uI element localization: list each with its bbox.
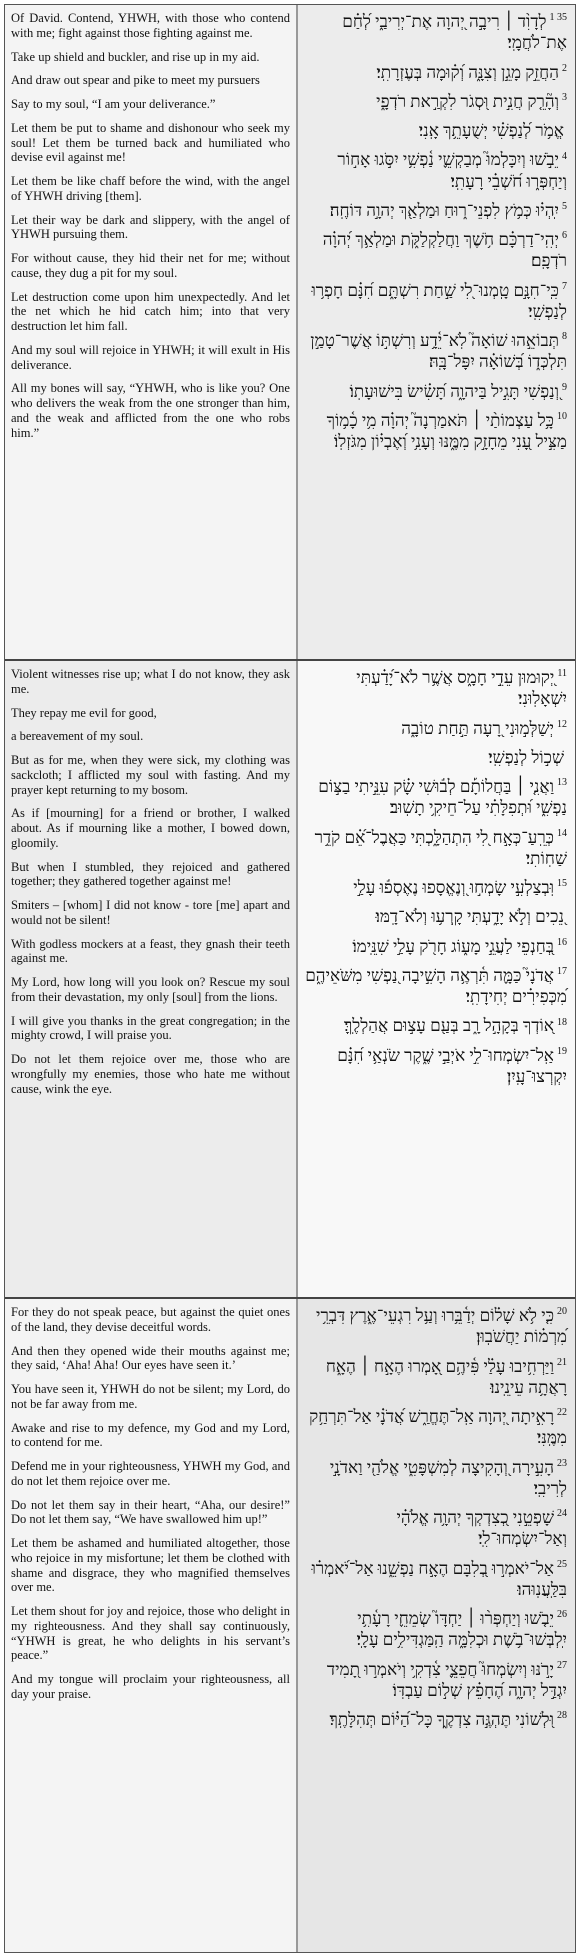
verse-number: 13 xyxy=(557,777,567,789)
hebrew-text: כִּ֤י לֹ֥א שָׁל֗וֹם יְדַ֫בֵּ֥רוּ וְעַ֥ל רִגְעֵי־אֶ֑רֶץ דִּבְרֵ֥י מִ֝רְמ֗וֹת יַחֲשֹׁבֽוּן׃ xyxy=(316,1306,567,1347)
verse-number: 6 xyxy=(562,230,567,242)
hebrew-verse xyxy=(304,936,567,957)
hebrew-text: הָעִ֣ירָה וְ֭הָקִיצָה לְמִשְׁפָּטִ֑י אֱלֹהַ֖י וַאדֹנָ֣י לְרִיבִֽי׃ xyxy=(329,1457,567,1498)
english-verse: All my bones will say, “YHWH, who is like you? One who delivers the weak from the one stronger than him, and the weak and afflicted from the one who robs him.” xyxy=(11,381,290,440)
english-verse: Let them be put to shame and dishonour who seek my soul! Let them be turned back and humiliated who devise evil against me! xyxy=(11,120,290,165)
hebrew-verse xyxy=(304,827,567,870)
english-verse: Awake and rise to my defence, my God and my Lord, to contend for me. xyxy=(11,1420,290,1450)
hebrew-text: יִֽהְי֗וּ כְּמֹ֥ץ לִפְנֵי־ר֑וּחַ וּמַלְאַ֖ךְ יְהוָ֣ה דּוֹחֶֽה׃ xyxy=(329,200,559,220)
hebrew-text: שְׁכ֣וֹל לְנַפְשִֽׁי׃ xyxy=(488,747,564,767)
hebrew-verse xyxy=(304,410,567,453)
verse-number: 17 xyxy=(557,966,567,978)
hebrew-verse xyxy=(304,1457,567,1500)
hebrew-text: יְהִֽי־דַרְכָּ֗ם חֹ֥שֶׁךְ וַחֲלַקְלַקֹּ֑ת וּמַלְאַ֥ךְ יְ֝הוָ֗ה רֹדְפָֽם׃ xyxy=(322,230,567,271)
verse-number: 16 xyxy=(557,936,567,948)
section-verses-11-19 xyxy=(5,661,575,1299)
hebrew-verse xyxy=(304,718,567,739)
section-verses-1-10 xyxy=(5,5,575,661)
english-verse: Do not let them say in their heart, “Aha, our desire!” Do not let them say, “We have swallowed him up!” xyxy=(11,1497,290,1527)
verse-number: 24 xyxy=(557,1508,567,1520)
english-verse: Of David. Contend, YHWH, with those who contend with me; fight against those fighting against me. xyxy=(11,11,290,40)
section-verses-20-28 xyxy=(5,1299,575,1952)
english-verse: For they do not speak peace, but against the quiet ones of the land, they devise deceitful words. xyxy=(11,1305,290,1334)
verse-number: 27 xyxy=(557,1659,567,1671)
hebrew-text: יֵבֹ֣שׁוּ וְיִכָּלְמוּ֮ מְבַקְשֵׁ֪י נַ֫פְשִׁ֥י יִסֹּ֣גוּ אָח֣וֹר וְיַחְפְּר֑וּ חֹ֝שְׁבֵ֗י רָעָתִֽי׃ xyxy=(337,150,567,191)
english-column xyxy=(5,1299,296,1952)
verse-number: 15 xyxy=(557,878,567,890)
hebrew-verse xyxy=(304,747,567,768)
hebrew-text: א֭וֹדְךָ בְּקָהָ֣ל רָ֑ב בְּעַ֖ם עָצ֣וּם אֲהַלְלֶֽךָּ׃ xyxy=(343,1016,554,1036)
verse-number: 19 xyxy=(557,1045,567,1057)
hebrew-verse xyxy=(304,1608,567,1651)
hebrew-text: כָּ֥ל עַצְמוֹתַ֨י ׀ תֹּאמַרְנָה֮ יְהוָ֗ה מִ֥י כָ֫מ֥וֹךָ מַצִּ֣יל עָ֭נִי מֵחָזָ֣ק מִמֶּ֑נּוּ וְעָנִ֥י וְ֝אֶבְי֗וֹן מִגֹּזְלֽוֹ׃ xyxy=(326,410,567,451)
english-verse: And my soul will rejoice in YHWH; it will exult in His deliverance. xyxy=(11,342,290,372)
hebrew-text: וּ֭לְשׁוֹנִי תֶּהְגֶּ֣ה צִדְקֶ֑ךָ כָּל־הַ֝יּ֗וֹם תְּהִלָּתֶֽךָ׃ xyxy=(329,1710,554,1729)
verse-number: 14 xyxy=(557,827,567,839)
hebrew-verse xyxy=(304,906,567,927)
verse-number: 20 xyxy=(557,1306,567,1318)
verse-number: 35 1 xyxy=(549,12,567,24)
english-verse: Let them be like chaff before the wind, with the angel of YHWH driving [them]. xyxy=(11,174,290,203)
hebrew-verse xyxy=(304,1015,567,1036)
english-verse: You have seen it, YHWH do not be silent; my Lord, do not be far away from me. xyxy=(11,1382,290,1411)
english-column xyxy=(5,5,296,659)
english-verse: Take up shield and buckler, and rise up in my aid. xyxy=(11,49,260,64)
hebrew-verse xyxy=(304,200,567,221)
hebrew-column xyxy=(296,661,575,1297)
english-verse: But when I stumbled, they rejoiced and gathered together; they gathered together against me! xyxy=(11,859,290,889)
hebrew-text: אֱמֹ֥ר לְ֝נַפְשִׁ֗י יְשֻׁעָתֵ֥ךְ אָֽנִי׃ xyxy=(418,121,564,140)
verse-number: 11 xyxy=(557,668,567,680)
english-verse: Let them shout for joy and rejoice, those who delight in my righteousness. And they shall say continuously, “YHWH is great, he who delights in his servant’s peace.” xyxy=(11,1604,290,1663)
verse-number: 7 xyxy=(562,280,567,292)
english-verse: Say to my soul, “I am your deliverance.” xyxy=(11,97,216,111)
verse-number: 26 xyxy=(557,1609,567,1621)
hebrew-text: כִּֽי־חִנָּ֣ם טָֽמְנוּ־לִ֭י שַׁ֣חַת רִשְׁתָּ֑ם חִ֝נָּ֗ם חָפְר֥וּ לְנַפְשִֽׁי׃ xyxy=(311,280,567,321)
hebrew-verse xyxy=(304,91,567,112)
english-verse: And then they opened wide their mouths against me; they said, ‘Aha! Aha! Our eyes have seen it.’ xyxy=(11,1343,290,1373)
hebrew-text: אֲדֹנָי֮ כַּמָּ֪ה תִּ֫רְאֶ֥ה הָשִׁ֣יבָה נַ֭פְשִׁי מִשֹּׁאֵיהֶ֑ם מִ֝כְּפִירִ֗ים יְחִידָתִֽי׃ xyxy=(305,965,567,1006)
verse-number: 25 xyxy=(557,1558,567,1570)
verse-number: 10 xyxy=(557,411,567,423)
english-verse: As if [mourning] for a friend or brother, I walked about. As if mourning like a mother, I bowed down, gloomily. xyxy=(11,806,290,850)
english-verse: Let destruction come upon him unexpectedly. And let the net which he hid catch him; into that very destruction let him fall. xyxy=(11,289,290,333)
verse-number: 5 xyxy=(562,201,567,213)
hebrew-verse xyxy=(304,280,567,323)
hebrew-verse xyxy=(304,11,567,54)
hebrew-verse xyxy=(304,1507,567,1550)
hebrew-verse xyxy=(304,149,567,192)
hebrew-text: לְדָוִ֨ד ׀ רִיבָ֣ה יְ֭הוָה אֶת־יְרִיבַ֑י לְ֝חַ֗ם אֶת־לֹחֲמָֽי׃ xyxy=(342,12,567,53)
english-verse: Let their way be dark and slippery, with the angel of YHWH pursuing them. xyxy=(11,212,290,242)
hebrew-verse xyxy=(304,381,567,402)
english-verse: With godless mockers at a feast, they gnash their teeth against me. xyxy=(11,936,290,966)
hebrew-text: יְשַׁלְּמ֣וּנִי רָ֭עָה תַּ֣חַת טוֹבָ֑ה xyxy=(401,718,554,738)
hebrew-text: אַל־יֹאמְר֣וּ בְ֭לִבָּם הֶאָ֣ח נַפְשֵׁ֑נוּ אַל־יֹ֝אמְר֗וּ בִּלַּֽעֲנֽוּהוּ׃ xyxy=(311,1558,567,1599)
verse-number: 4 xyxy=(562,150,567,162)
hebrew-verse xyxy=(304,776,567,819)
verse-number: 23 xyxy=(557,1457,567,1469)
hebrew-text: יָרֹ֣נּוּ וְיִשְׂמְחוּ֮ חֲפֵצֵ֪י צִ֫דְקִ֥י וְיֹאמְר֣וּ תָ֭מִיד יִגְדַּ֣ל יְהוָ֑ה הֶ֝חָפֵ֗ץ שְׁל֣וֹם עַבְדּֽוֹ׃ xyxy=(326,1659,567,1700)
english-verse: Defend me in your righteousness, YHWH my God, and do not let them rejoice over me. xyxy=(11,1459,290,1488)
verse-number: 18 xyxy=(557,1016,567,1028)
hebrew-column xyxy=(296,5,575,659)
english-verse: And my tongue will proclaim your righteousness, all day your praise. xyxy=(11,1672,290,1701)
hebrew-verse xyxy=(304,229,567,272)
hebrew-text: אַֽל־יִשְׂמְחוּ־לִ֣י אֹיְבַ֣י שֶׁ֑קֶר שֹׂנְאַ֥י חִ֝נָּ֗ם יִקְרְצוּ־עָֽיִן׃ xyxy=(337,1045,567,1086)
hebrew-text: וַאֲנִ֤י ׀ בַּחֲלוֹתָ֡ם לְב֬וּשִׁי שָׂ֗ק עִנֵּ֣יתִי בַצּ֣וֹם נַפְשִׁ֑י וּ֝תְפִלָּתִ֗י עַל־חֵיקִ֥י תָשֽׁוּב׃ xyxy=(318,777,567,818)
psalm-35-parallel-page xyxy=(4,4,576,1953)
hebrew-text: שָׁפְטֵ֣נִי כְ֭צִדְקְךָ יְהוָ֥ה אֱלֹהָ֗י וְאַל־יִשְׂמְחוּ־לִֽי׃ xyxy=(396,1508,567,1549)
english-verse: Smiters – [whom] I did not know - tore [me] apart and would not be silent! xyxy=(11,898,290,927)
hebrew-verse xyxy=(304,1305,567,1348)
english-verse: And draw out spear and pike to meet my pursuers xyxy=(11,73,260,88)
hebrew-text: וּֽבְצַלְעִ֣י שָׂמְח֣וּ וְ֭נֶאֱסָפוּ נֶאֶסְפ֬וּ עָלַ֣י xyxy=(353,878,554,897)
hebrew-verse xyxy=(304,877,567,898)
verse-number: 8 xyxy=(562,331,567,343)
hebrew-verse xyxy=(304,1406,567,1449)
verse-number: 22 xyxy=(557,1407,567,1419)
hebrew-verse xyxy=(304,62,567,83)
hebrew-verse xyxy=(304,1709,567,1730)
hebrew-text: בְּ֭חַנְפֵי לַעֲגֵ֣י מָע֑וֹג חָרֹ֖ק עָלַ֣י שִׁנֵּֽימוֹ׃ xyxy=(352,936,554,956)
english-verse: My Lord, how long will you look on? Rescue my soul from their devastation, my only [soul] from the lions. xyxy=(11,975,290,1004)
hebrew-verse xyxy=(304,330,567,373)
english-verse: Do not let them rejoice over me, those who are wrongfully my enemies, those who hate me without cause, wink the eye. xyxy=(11,1052,290,1096)
hebrew-text: כְּרֵֽעַ־כְּאָ֣ח לִ֭י הִתְהַלָּ֑כְתִּי כַּאֲבֶל־אֵ֝֗ם קֹדֵ֥ר שַׁחֽוֹתִי׃ xyxy=(314,827,567,868)
english-verse: I will give you thanks in the great congregation; in the mighty crowd, I will praise you. xyxy=(11,1013,290,1043)
english-verse: But as for me, when they were sick, my clothing was sackcloth; I afflicted my soul with fasting. And my prayer kept returning to my bosom. xyxy=(11,753,290,797)
hebrew-verse xyxy=(304,667,567,710)
hebrew-text: וַיַּרְחִ֥יבוּ עָלַ֗י פִּ֫יהֶ֥ם אָ֭מְרוּ הֶאָ֣ח ׀ הֶאָ֑ח רָאֲתָ֥ה עֵינֵֽינוּ׃ xyxy=(325,1356,567,1397)
english-verse: a bereavement of my soul. xyxy=(11,729,144,744)
hebrew-verse xyxy=(304,1356,567,1399)
hebrew-verse xyxy=(304,120,567,141)
english-verse: Let them be ashamed and humiliated altogether, those who rejoice in my misfortune; let them be clothed with shame and disgrace, they who magnified themselves over me. xyxy=(11,1536,290,1595)
hebrew-text: הַחֲזֵ֣ק מָגֵ֣ן וְצִנָּ֑ה וְ֝ק֗וּמָה בְּעֶזְרָתִֽי׃ xyxy=(376,62,559,82)
verse-number: 21 xyxy=(557,1356,567,1368)
hebrew-text: וְ֭נַפְשִׁי תָּגִ֣יל בַּיהוָ֑ה תָּ֝שִׂ֗ישׂ בִּישׁוּעָתֽוֹ׃ xyxy=(349,381,559,401)
hebrew-verse xyxy=(304,1558,567,1601)
hebrew-verse xyxy=(304,1045,567,1088)
hebrew-text: יֵבֹ֤שׁוּ וְיַחְפְּר֨וּ ׀ יַחְדָּו֮ שְׂמֵחֵ֪י רָעָ֫תִ֥י יִֽלְבְּשׁוּ־בֹ֥שֶׁת וּכְלִמָּ֑ה הַֽמַּגְדִּילִ֥ים עָלָֽי׃ xyxy=(356,1609,567,1650)
hebrew-text: רָאִ֣יתָה יְ֭הוָה אַֽל־תֶּחֱרַ֑שׁ אֲ֝דֹנָ֗י אַל־תִּרְחַ֥ק מִמֶּֽנִּי׃ xyxy=(309,1407,567,1448)
verse-number: 12 xyxy=(557,718,567,730)
english-verse: Violent witnesses rise up; what I do not know, they ask me. xyxy=(11,667,290,696)
hebrew-text: נֵ֭כִים וְלֹ֣א יָדַ֑עְתִּי קָֽרְע֥וּ וְלֹא־דָֽמּוּ׃ xyxy=(375,907,564,927)
hebrew-text: תְּבוֹאֵ֣הוּ שׁוֹאָה֮ לֹֽא־יֵ֫דָ֥ע וְרִשְׁתּ֣וֹ אֲשֶׁר־טָמַ֣ן תִּלְכְּד֑וֹ בְּ֝שׁוֹאָ֗ה יִפָּל־בָּֽהּ׃ xyxy=(310,331,567,372)
verse-number: 9 xyxy=(562,381,567,393)
hebrew-text: יְ֭קוּמוּן עֵדֵ֣י חָמָ֑ס אֲשֶׁ֥ר לֹא־יָ֝דַ֗עְתִּי יִשְׁאָלֽוּנִי׃ xyxy=(356,668,567,709)
hebrew-verse xyxy=(304,1659,567,1702)
verse-number: 28 xyxy=(557,1710,567,1722)
hebrew-text: וְהָ֘רֵ֤ק חֲנִ֣ית וּ֭סְגֹר לִקְרַ֣את רֹדְפָ֑י xyxy=(376,91,559,111)
english-verse: For without cause, they hid their net for me; without cause, they dug a pit for my soul. xyxy=(11,251,290,280)
hebrew-verse xyxy=(304,965,567,1008)
english-verse: They repay me evil for good, xyxy=(11,705,157,720)
english-column xyxy=(5,661,296,1297)
verse-number: 3 xyxy=(562,92,567,104)
hebrew-column xyxy=(296,1299,575,1952)
verse-number: 2 xyxy=(562,62,567,74)
